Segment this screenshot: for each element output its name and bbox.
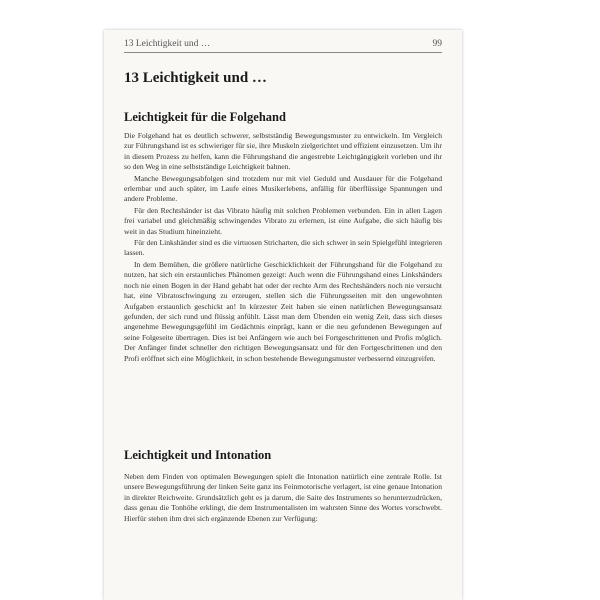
header-rule [124, 52, 442, 53]
book-page [104, 30, 462, 600]
paragraph: Die Folgehand hat es deutlich schwerer, selbstständig Bewegungsmuster zu entwickeln. Im Vergleich zur Führungshand ist es schwieriger für sie, ihre Muskeln zielgerichtet und effizient einzusetzen. Um ihr in diesem Prozess zu helfen, kann die Führungshand die angestrebte Leichtgängigkeit vorleben und ihr so den Weg in eine selbstständige Leichtigkeit bahnen. [124, 131, 442, 172]
page-number: 99 [432, 39, 442, 49]
running-header [124, 39, 442, 49]
paragraph: Für den Linkshänder sind es die virtuosen Stricharten, die sich schwer in sein Spielgefühl integrieren lassen. [124, 238, 442, 258]
paragraph: Für den Rechtshänder ist das Vibrato häufig mit solchen Problemen verbunden. Ein in allen Lagen frei variabel und gleichmäßig schwingendes Vibrato zu erlernen, ist eine Aufgabe, die sich häufig bis weit in das Studium hineinzieht. [124, 205, 442, 236]
paragraph: Manche Bewegungsabfolgen sind trotzdem nur mit viel Geduld und Ausdauer für die Folgehand erlernbar und auch später, im Laufe eines Musikerlebens, anfällig für überflüssige Spannungen und andere Probleme. [124, 173, 442, 204]
section-title-folgehand: Leichtigkeit für die Folgehand [124, 110, 286, 124]
section-body-intonation [124, 472, 442, 525]
running-header-title: 13 Leichtigkeit und … [124, 39, 211, 49]
section-title-intonation: Leichtigkeit und Intonation [124, 448, 272, 462]
paragraph: In dem Bemühen, die größere natürliche Geschicklichkeit der Führungshand für die Folgehand zu nutzen, hat sich ein erstaunliches Phänomen gezeigt: Auch wenn die Führungshand eines Linkshänders noch nie einen Bogen in der Hand gehabt hat oder der rechte Arm des Rechtshänders noch nie versucht hat, eine Vibratoschwingung zu erzeugen, stellen sich die Führungsseiten mit den ungewohnten Aufgaben erstaunlich geschickt an! In kürzester Zeit haben sie einen natürlichen Bewegungsansatz gefunden, der sich rund und flüssig anfühlt. Lässt man dem Übenden ein wenig Zeit, dass sich dieses angenehme Bewegungsgefühl im Gedächtnis einprägt, kann er die neu gefundenen Bewegungen auf seine Folgeseite übertragen. Dies ist bei Anfängern wie auch bei Fortgeschrittenen und Profis möglich. Der Anfänger findet schneller den richtigen Bewegungsansatz und für den Fortgeschrittenen und den Profi eröffnet sich eine Möglichkeit, in schon bestehende Bewegungsmuster verbessernd einzugreifen. [124, 259, 442, 363]
section-body-folgehand [124, 131, 442, 365]
chapter-title: 13 Leichtigkeit und … [124, 70, 267, 86]
paragraph: Neben dem Finden von optimalen Bewegungen spielt die Intonation natürlich eine zentrale Rolle. Ist unsere Bewegungsführung der linken Seite ganz ins Feinmotorische verlagert, ist eine genaue Intonation in direkter Reichweite. Grundsätzlich geht es ja darum, die Saite des Instruments so herunterzudrücken, dass genau die Tonhöhe erklingt, die dem Instrumentalisten im wahrsten Sinne des Wortes vorschwebt. Hierfür stehen ihm drei sich ergänzende Ebenen zur Verfügung: [124, 472, 442, 523]
